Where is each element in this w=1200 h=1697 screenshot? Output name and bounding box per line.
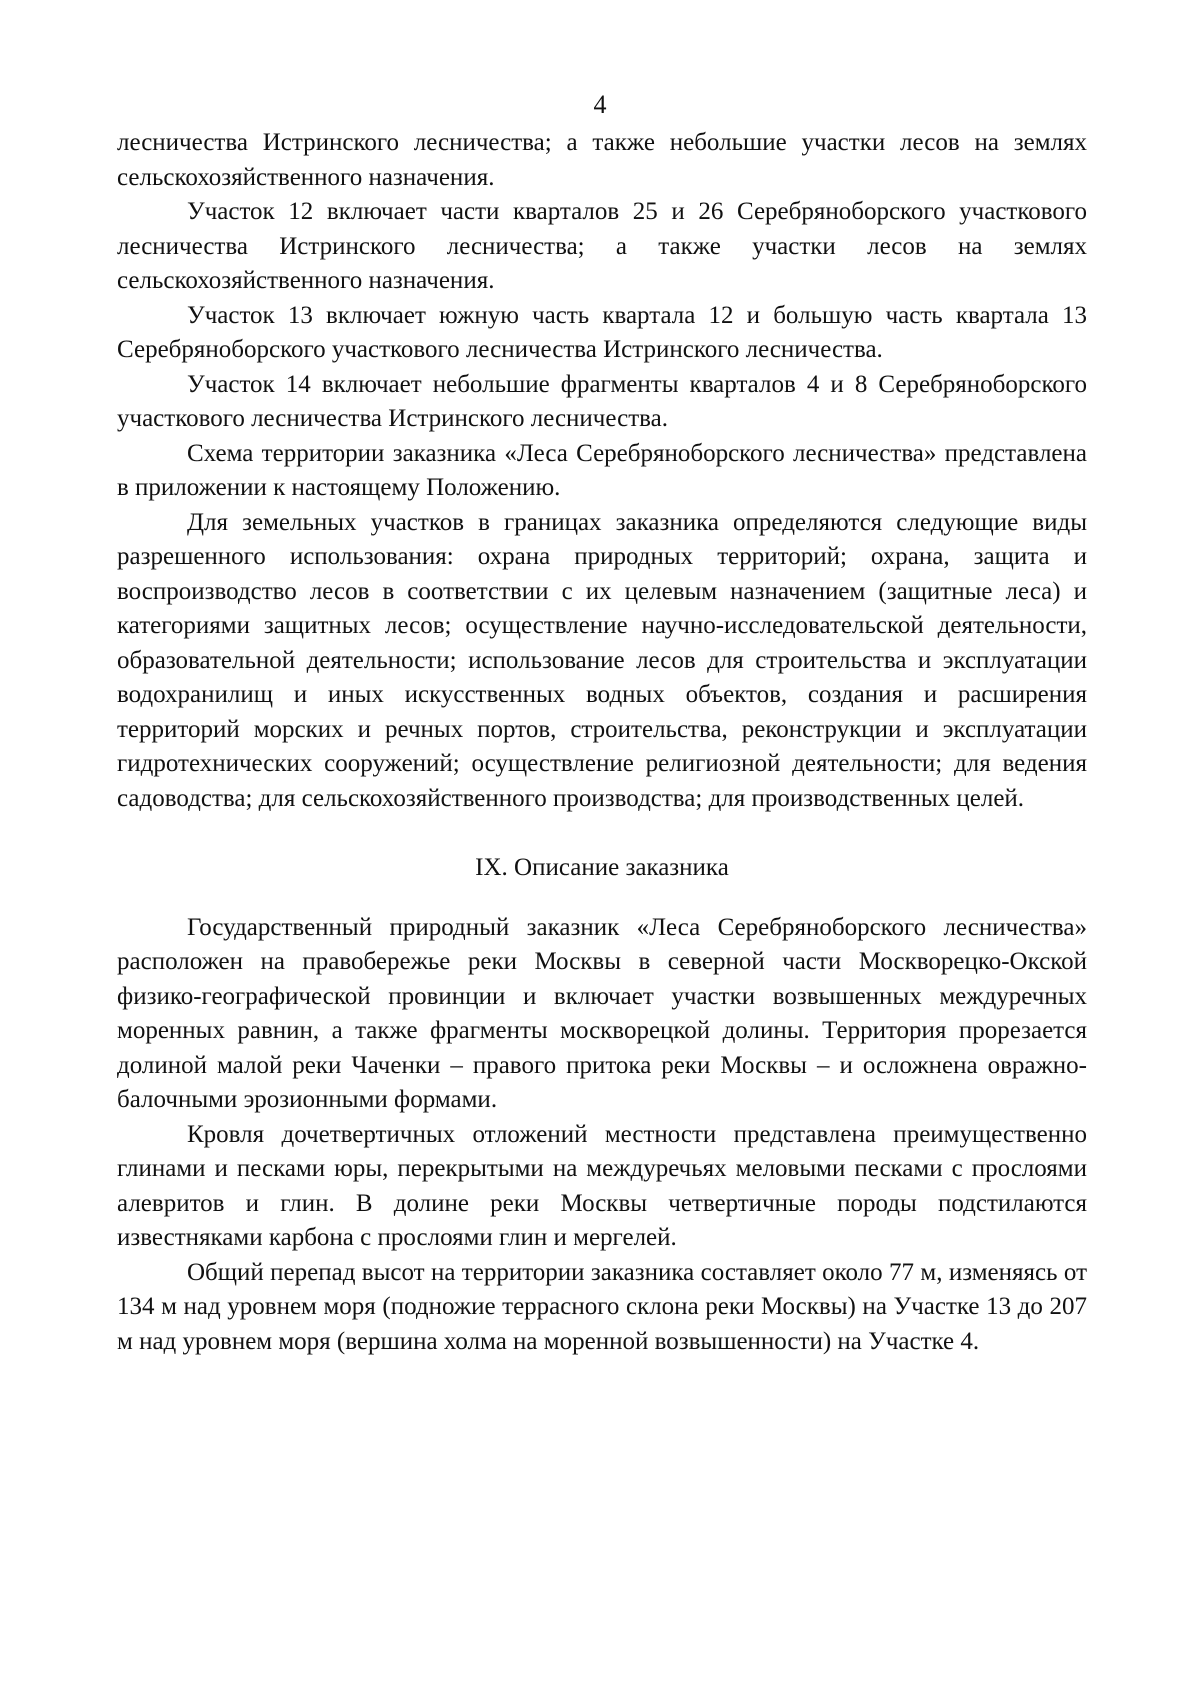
paragraph-plot-12: Участок 12 включает части кварталов 25 и 26 Серебряноборского участкового лесничества Истринского лесничества; а также участки лесов на землях сельскохозяйственного назначения. <box>117 198 1087 294</box>
paragraph-elevation: Общий перепад высот на территории заказника составляет около 77 м, изменяясь от 134 м над уровнем моря (подножие террасного склона реки Москвы) на Участке 13 до 207 м над уровнем моря (вершина холма на моренной возвышенности) на Участке 4. <box>117 1258 1087 1355</box>
paragraph-plot-13: Участок 13 включает южную часть квартала 12 и большую часть квартала 13 Серебряноборского участкового лесничества Истринского лесничества. <box>117 301 1087 363</box>
paragraph-permitted-uses: Для земельных участков в границах заказника определяются следующие виды разрешенного использования: охрана природных территорий; охрана, защита и воспроизводство лесов в соответствии с их целевым назначением (защитные леса) и категориями защитных лесов; осуществление научно-исследовательской деятельности, образовательной деятельности; использование лесов для строительства и эксплуатации водохранилищ и иных искусственных водных объектов, создания и расширения территорий морских и речных портов, строительства, реконструкции и эксплуатации гидротехнических сооружений; осуществление религиозной деятельности; для ведения садоводства; для сельскохозяйственного производства; для производственных целей. <box>117 508 1087 812</box>
paragraph-geology: Кровля дочетвертичных отложений местности представлена преимущественно глинами и песками юры, перекрытыми на междуречьях меловыми песками с прослоями алевритов и глин. В долине реки Москвы четвертичные породы подстилаются известняками карбона с прослоями глин и мергелей. <box>117 1120 1087 1251</box>
paragraph-territory-scheme: Схема территории заказника «Леса Серебряноборского лесничества» представлена в приложении к настоящему Положению. <box>117 439 1087 501</box>
paragraph-reserve-description: Государственный природный заказник «Леса Серебряноборского лесничества» расположен на правобережье реки Москвы в северной части Москворецко-Окской физико-географической провинции и включает участки возвышенных междуречных моренных равнин, а также фрагменты москворецкой долины. Территория прорезается долиной малой реки Чаченки – правого притока реки Москвы – и осложнена овражно-балочными эрозионными формами. <box>117 913 1087 1113</box>
paragraph-plot-14: Участок 14 включает небольшие фрагменты кварталов 4 и 8 Серебряноборского участкового лесничества Истринского лесничества. <box>117 370 1087 432</box>
section-heading: IX. Описание заказника <box>475 854 729 881</box>
document-body <box>117 126 1087 1359</box>
paragraph-continuation: лесничества Истринского лесничества; а также небольшие участки лесов на землях сельскохозяйственного назначения. <box>117 129 1087 191</box>
page-number: 4 <box>593 90 607 119</box>
